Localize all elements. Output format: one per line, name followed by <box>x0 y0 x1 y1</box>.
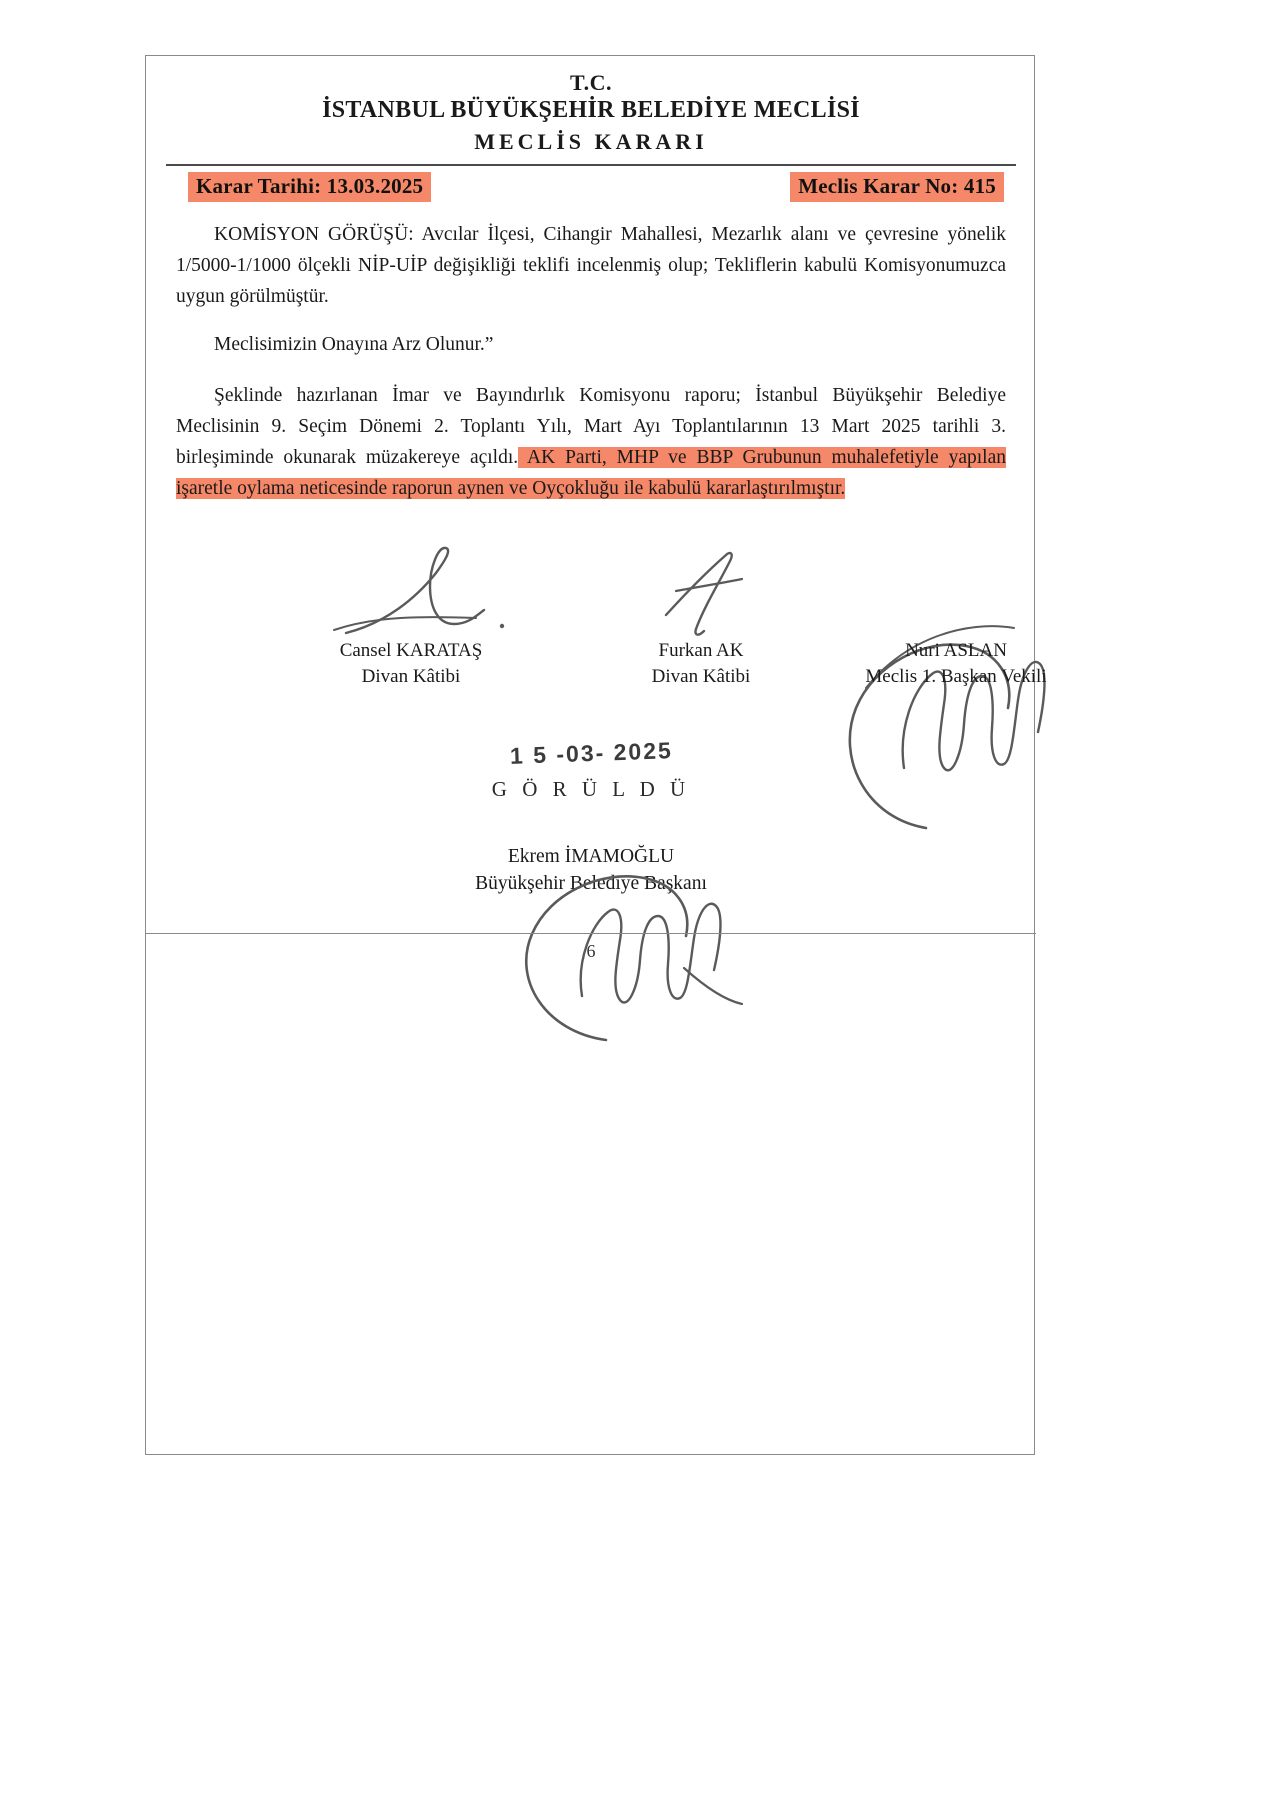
decision-meta-row <box>168 172 1014 206</box>
stamp-text: G Ö R Ü L D Ü <box>491 777 691 802</box>
paragraph-resolution <box>176 381 1006 504</box>
signature-block-1 <box>296 638 526 689</box>
signature-name-3: Nuri ASLAN <box>905 640 1007 662</box>
decision-number: Meclis Karar No: 415 <box>790 172 1004 202</box>
header-line-subtitle: MECLİS KARARI <box>474 129 708 155</box>
decision-date-wrapper <box>188 172 431 202</box>
signature-title-2: Divan Kâtibi <box>651 666 751 688</box>
header-line-organization: İSTANBUL BÜYÜKŞEHİR BELEDİYE MECLİSİ <box>322 97 860 124</box>
commission-opinion-lead: KOMİSYON GÖRÜŞÜ: <box>214 224 414 246</box>
resolution-highlight: AK Parti, MHP ve BBP Grubunun muhalefetiyle yapılan işaretle oylama neticesinde raporun aynen ve Oyçokluğu ile kabulü kararlaştırılmıştır. <box>176 446 1006 499</box>
document-header <box>146 70 1036 158</box>
commission-opinion-text: Avcılar İlçesi, Cihangir Mahallesi, Mezarlık alanı ve çevresine yönelik 1/5000-1/1000 ölçekli NİP-UİP değişikliği teklifi incelenmiş olup; Tekliflerin kabulü Komisyonumuzca uygun görülmüştür. <box>176 224 1007 307</box>
mayor-block <box>146 844 1036 897</box>
stamp-date: 1 5 -03- 2025 <box>509 737 673 770</box>
footer-divider <box>146 933 1036 934</box>
resolution-text: Şeklinde hazırlanan İmar ve Bayındırlık Komisyonu raporu; İstanbul Büyükşehir Belediye Meclisinin 9. Seçim Dönemi 2. Toplantı Yılı, Mart Ayı Toplantılarının 13 Mart 2025 tarihli 3. birleşiminde okunarak müzakereye açıldı. <box>176 385 1006 468</box>
header-divider <box>166 164 1016 166</box>
page-number: 6 <box>586 941 596 962</box>
decision-date: Karar Tarihi: 13.03.2025 <box>188 172 431 202</box>
signature-row <box>146 548 1047 688</box>
paragraph-commission-opinion <box>176 220 1006 312</box>
header-line-tc: T.C. <box>570 70 612 95</box>
document-page <box>145 55 1047 1455</box>
decision-number-wrapper <box>790 172 1004 202</box>
mayor-title: Büyükşehir Belediye Başkanı <box>475 872 707 894</box>
signature-block-2 <box>586 638 816 689</box>
signature-name-1: Cansel KARATAŞ <box>339 640 483 662</box>
paragraph-submission: Meclisimizin Onayına Arz Olunur.” <box>214 334 494 356</box>
signature-title-3: Meclis 1. Başkan Vekili <box>865 666 1047 688</box>
signature-block-3 <box>826 638 1086 689</box>
signature-name-2: Furkan AK <box>658 640 744 662</box>
signature-title-1: Divan Kâtibi <box>361 666 461 688</box>
page-content <box>146 56 1047 980</box>
document-body <box>176 220 1006 504</box>
mayor-name: Ekrem İMAMOĞLU <box>507 846 675 868</box>
